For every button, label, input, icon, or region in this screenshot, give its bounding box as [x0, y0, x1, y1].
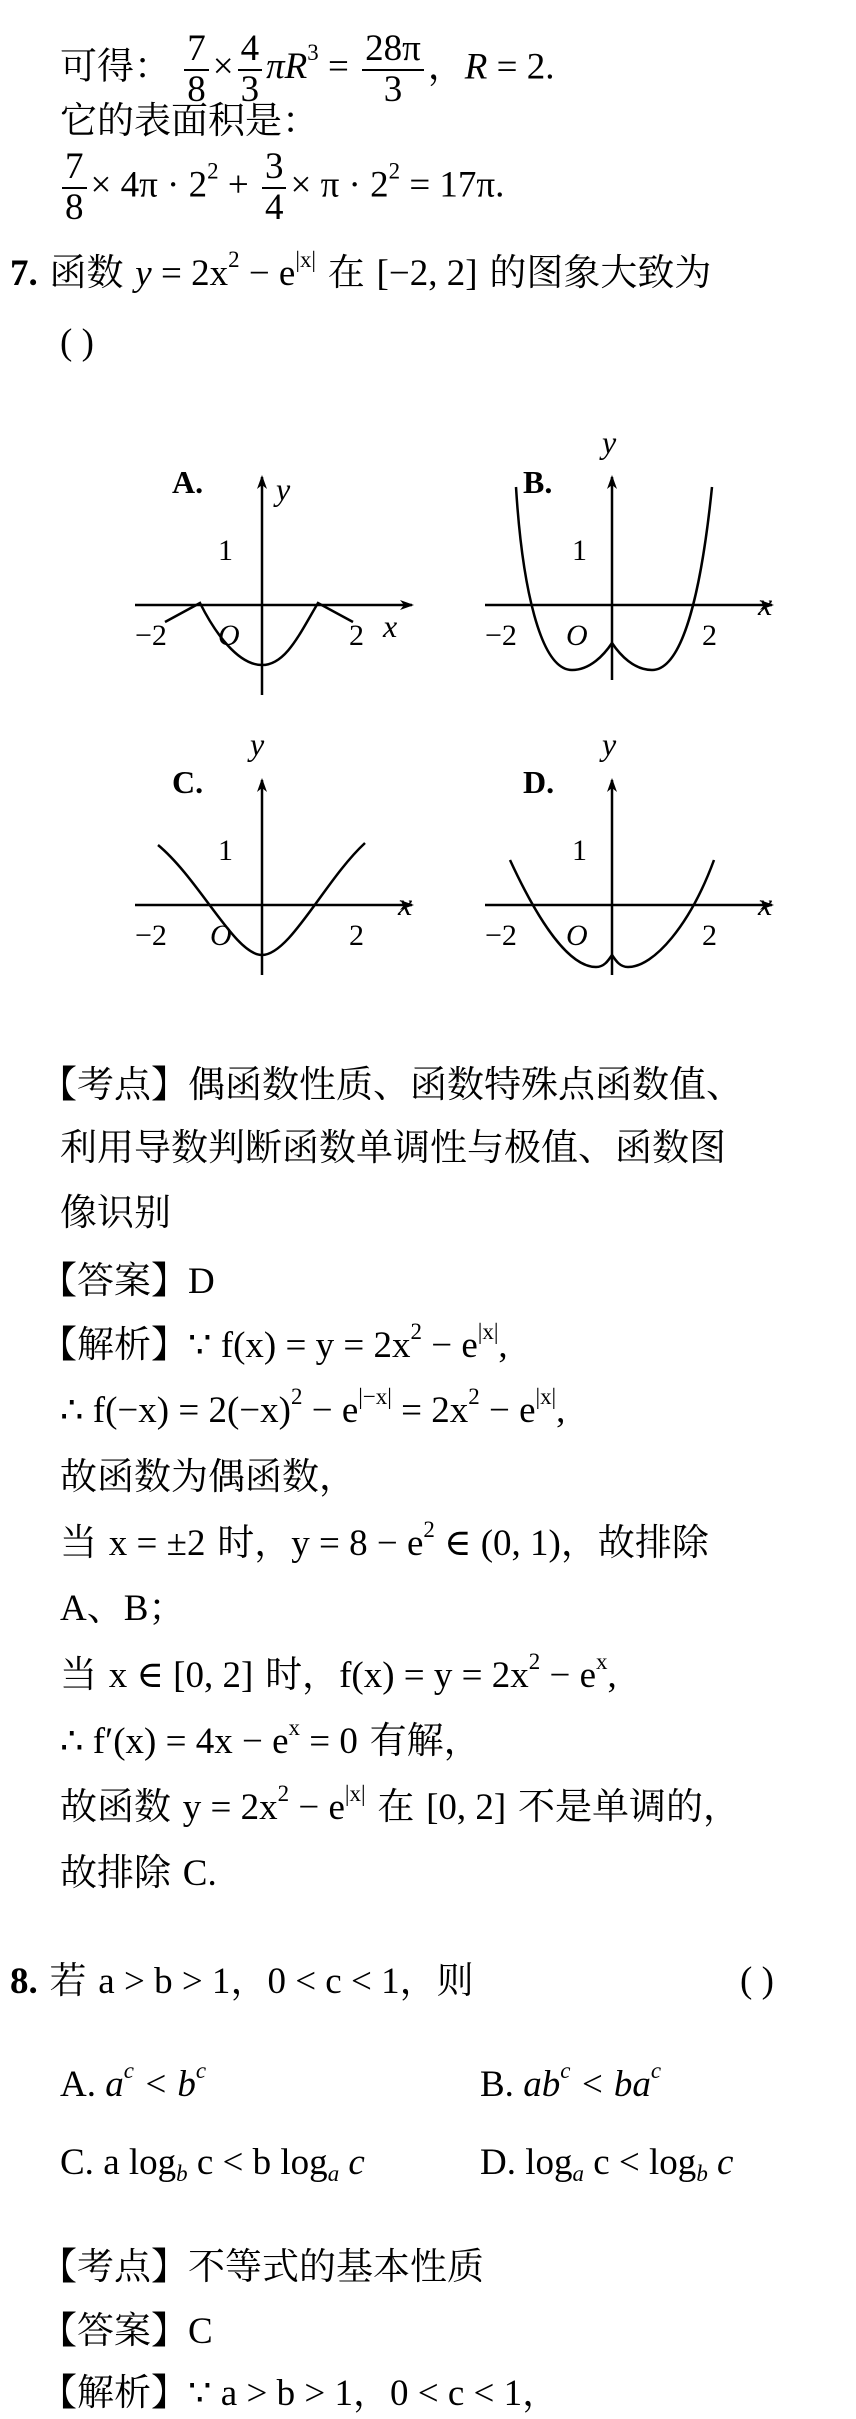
- x-label: x: [758, 886, 773, 922]
- tag: 【考点】: [40, 1063, 188, 1106]
- y-label: y: [602, 424, 617, 460]
- term: ab: [523, 2064, 561, 2105]
- tick-1: 1: [572, 834, 587, 867]
- tick-neg2: −2: [485, 619, 517, 652]
- origin-label: O: [210, 919, 232, 952]
- sep: ，: [230, 1959, 268, 2002]
- q7-jiexi-line6: [60, 1649, 617, 1699]
- frac-den: 8: [65, 186, 84, 228]
- graph-a: [135, 464, 412, 695]
- term: ∵ a > b > 1: [188, 2373, 353, 2414]
- fraction: [362, 30, 424, 110]
- punct: ,: [556, 1390, 566, 1431]
- exponent: 2: [228, 247, 240, 273]
- times: ×: [212, 46, 234, 88]
- exponent: |x|: [295, 247, 317, 273]
- frac-num: 3: [262, 148, 287, 189]
- x-label: x: [398, 886, 413, 922]
- origin-label: O: [566, 919, 588, 952]
- option-letter: A.: [172, 464, 204, 500]
- q7-kaodian-line1: [40, 1062, 743, 1108]
- q7-kaodian-line2: 利用导数判断函数单调性与极值、函数图: [60, 1126, 726, 1169]
- tag: 【解析】: [40, 1323, 188, 1366]
- term: − e: [298, 1787, 345, 1828]
- term: a: [105, 2064, 124, 2105]
- punct: ,: [498, 1325, 508, 1366]
- term: c < log: [593, 2142, 697, 2183]
- term: y = 8 − e: [291, 1523, 424, 1564]
- q8-kaodian-line: [40, 2244, 484, 2290]
- term: = 0: [309, 1721, 358, 1762]
- r-value: = 2.: [496, 46, 555, 88]
- option-letter: C.: [172, 764, 204, 800]
- frac-den: 4: [264, 186, 284, 228]
- subscript: a: [327, 2160, 340, 2186]
- term: f(x) = y = 2x: [339, 1655, 529, 1696]
- term: a log: [103, 2142, 177, 2183]
- answer-value: C: [188, 2311, 213, 2352]
- term: × 4π · 2: [90, 164, 208, 206]
- term: c: [348, 2142, 365, 2183]
- q7-jiexi-line1: [40, 1319, 508, 1369]
- x-label: x: [758, 586, 773, 622]
- q8-option-a: [60, 2058, 207, 2108]
- condition: a > b > 1: [98, 1961, 231, 2002]
- curve: [165, 603, 353, 665]
- origin-label: O: [566, 619, 588, 652]
- term: C.: [182, 1853, 217, 1894]
- term: log: [525, 2142, 573, 2183]
- condition: 0 < c < 1: [267, 1961, 400, 2002]
- text: 有解，: [369, 1719, 481, 1762]
- tick-neg2: −2: [485, 919, 517, 952]
- q7-jiexi-line7: [60, 1715, 481, 1765]
- exponent: 3: [307, 40, 319, 66]
- text: ，则: [399, 1959, 474, 2002]
- text: 不是单调的，: [518, 1785, 741, 1828]
- subscript: b: [696, 2160, 708, 2186]
- text: 当: [60, 1521, 97, 1564]
- tag: 【答案】: [40, 1259, 188, 1302]
- graph-b: [485, 424, 772, 680]
- option-label: B.: [480, 2064, 514, 2105]
- interval: [0, 2]: [426, 1787, 507, 1828]
- exponent: 2: [410, 1319, 422, 1345]
- exponent: |x|: [344, 1781, 366, 1807]
- y-label: y: [602, 726, 617, 762]
- exponent: 2: [207, 158, 219, 184]
- equals: =: [327, 46, 349, 88]
- term: − e: [248, 253, 296, 294]
- tick-pos2: 2: [702, 919, 717, 952]
- exponent: c: [560, 2058, 571, 2084]
- term: ∴ f(−x) = 2(−x): [60, 1390, 291, 1431]
- q7-graph-options: [0, 415, 856, 1015]
- sep: ，: [427, 44, 465, 88]
- term: 0 < c < 1: [389, 2373, 523, 2414]
- var: y: [135, 253, 152, 294]
- plus: +: [227, 164, 249, 206]
- exponent: 2: [277, 1781, 290, 1807]
- q7-jiexi-line9: [60, 1850, 217, 1897]
- text: 可得：: [60, 44, 171, 88]
- term: − e: [488, 1390, 536, 1431]
- question-number: 8.: [10, 1961, 38, 2002]
- exponent: c: [195, 2058, 207, 2084]
- q8-answer-line: [40, 2308, 213, 2355]
- frac-den: 3: [383, 68, 403, 110]
- term: x ∈ [0, 2]: [108, 1655, 254, 1696]
- fraction: [262, 148, 287, 228]
- punct: ,: [607, 1655, 617, 1696]
- q7-jiexi-line5: A、B；: [60, 1588, 186, 1629]
- surface-area-label: 它的表面积是：: [60, 99, 319, 142]
- text: 的图象大致为: [489, 251, 712, 294]
- tick-neg2: −2: [135, 919, 167, 952]
- tag: 【考点】: [40, 2245, 188, 2288]
- text: ，故排除: [560, 1521, 709, 1564]
- term: c: [717, 2142, 734, 2183]
- q7-answer-paren: ( ): [60, 322, 94, 363]
- q8-stem: [10, 1958, 474, 2005]
- term: × π · 2: [290, 164, 389, 206]
- frac-den: 3: [240, 68, 260, 110]
- q7-jiexi-line3: 故函数为偶函数，: [60, 1455, 356, 1498]
- exponent: c: [123, 2058, 134, 2084]
- term: < ba: [579, 2064, 651, 2105]
- term: c < b log: [196, 2142, 328, 2183]
- exponent: 2: [528, 1649, 541, 1675]
- result: = 17π.: [409, 164, 505, 206]
- exponent: c: [650, 2058, 662, 2084]
- term: ∵ f(x) = y = 2x: [188, 1325, 411, 1366]
- term: ∴ f′(x) = 4x − e: [60, 1721, 289, 1762]
- tick-1: 1: [218, 834, 233, 867]
- tick-pos2: 2: [349, 919, 364, 952]
- text: 函数: [49, 251, 124, 294]
- text: 时，: [217, 1521, 292, 1564]
- tick-pos2: 2: [702, 619, 717, 652]
- text: 在: [327, 251, 365, 294]
- q8-option-d: [480, 2140, 733, 2186]
- term: = 2x: [401, 1390, 469, 1431]
- text: 不等式的基本性质: [188, 2245, 484, 2288]
- graph-d: [485, 726, 772, 975]
- q7-jiexi-line4: [60, 1517, 709, 1567]
- text: 故函数: [60, 1785, 171, 1828]
- tick-pos2: 2: [349, 619, 364, 652]
- term: = 2x: [160, 253, 229, 294]
- frac-num: 7: [184, 30, 209, 71]
- x-label: x: [383, 608, 398, 644]
- term: ∈ (0, 1): [444, 1523, 561, 1564]
- answer-value: D: [188, 1261, 215, 1302]
- punct: ，: [522, 2371, 560, 2414]
- exponent: 2: [291, 1384, 303, 1410]
- term: < b: [143, 2064, 196, 2105]
- q8-option-c: [60, 2140, 365, 2186]
- option-letter: B.: [523, 464, 553, 500]
- exponent: 2: [468, 1384, 480, 1410]
- tag: 【解析】: [40, 2371, 188, 2414]
- exponent: |−x|: [358, 1384, 392, 1410]
- origin-label: O: [218, 619, 240, 652]
- exponent: 2: [388, 158, 401, 184]
- exponent: |x|: [477, 1319, 499, 1345]
- r-var: R: [464, 46, 488, 88]
- term: y = 2x: [182, 1787, 278, 1828]
- surface-area-equation-line: [58, 148, 504, 228]
- option-label: A.: [60, 2064, 96, 2105]
- q8-answer-paren: ( ): [740, 1960, 774, 2001]
- y-label: y: [250, 726, 265, 762]
- q7-answer-line: [40, 1258, 215, 1305]
- exponent: 2: [423, 1517, 435, 1543]
- exponent: |x|: [535, 1384, 557, 1410]
- sep: ，: [352, 2371, 390, 2414]
- fraction: [62, 148, 87, 228]
- term: − e: [431, 1325, 478, 1366]
- term: − e: [311, 1390, 359, 1431]
- frac-den: 8: [187, 68, 206, 110]
- q7-kaodian-line3: 像识别: [60, 1191, 171, 1234]
- y-label: y: [276, 471, 291, 507]
- text: 时，: [265, 1653, 340, 1696]
- curve: [516, 487, 712, 670]
- tag: 【答案】: [40, 2309, 188, 2352]
- interval: [−2, 2]: [376, 253, 478, 294]
- tick-neg2: −2: [135, 619, 167, 652]
- q8-jiexi-line1: [40, 2370, 559, 2417]
- frac-num: 4: [238, 30, 263, 71]
- term: x = ±2: [108, 1523, 206, 1564]
- question-number: 7.: [10, 253, 38, 294]
- text: 在: [377, 1785, 415, 1828]
- text: 若: [49, 1959, 87, 2002]
- tick-1: 1: [572, 534, 587, 567]
- text: 当: [60, 1653, 97, 1696]
- option-letter: D.: [523, 764, 555, 800]
- graph-c: [135, 726, 412, 975]
- subscript: b: [176, 2160, 188, 2186]
- tick-1: 1: [218, 534, 233, 567]
- q7-jiexi-line8: [60, 1781, 741, 1831]
- term: − e: [549, 1655, 597, 1696]
- option-label: D.: [480, 2142, 516, 2183]
- subscript: a: [572, 2160, 584, 2186]
- q8-option-b: [480, 2058, 662, 2108]
- frac-num: 28π: [362, 30, 424, 71]
- text: 偶函数性质、函数特殊点函数值、: [188, 1063, 743, 1106]
- q7-stem: [10, 247, 712, 297]
- pi-r: πR: [266, 46, 308, 88]
- exponent: x: [288, 1715, 300, 1741]
- q7-jiexi-line2: [60, 1384, 566, 1434]
- exponent: x: [596, 1649, 608, 1675]
- text: 故排除: [60, 1851, 171, 1894]
- frac-num: 7: [62, 148, 87, 189]
- option-label: C.: [60, 2142, 94, 2183]
